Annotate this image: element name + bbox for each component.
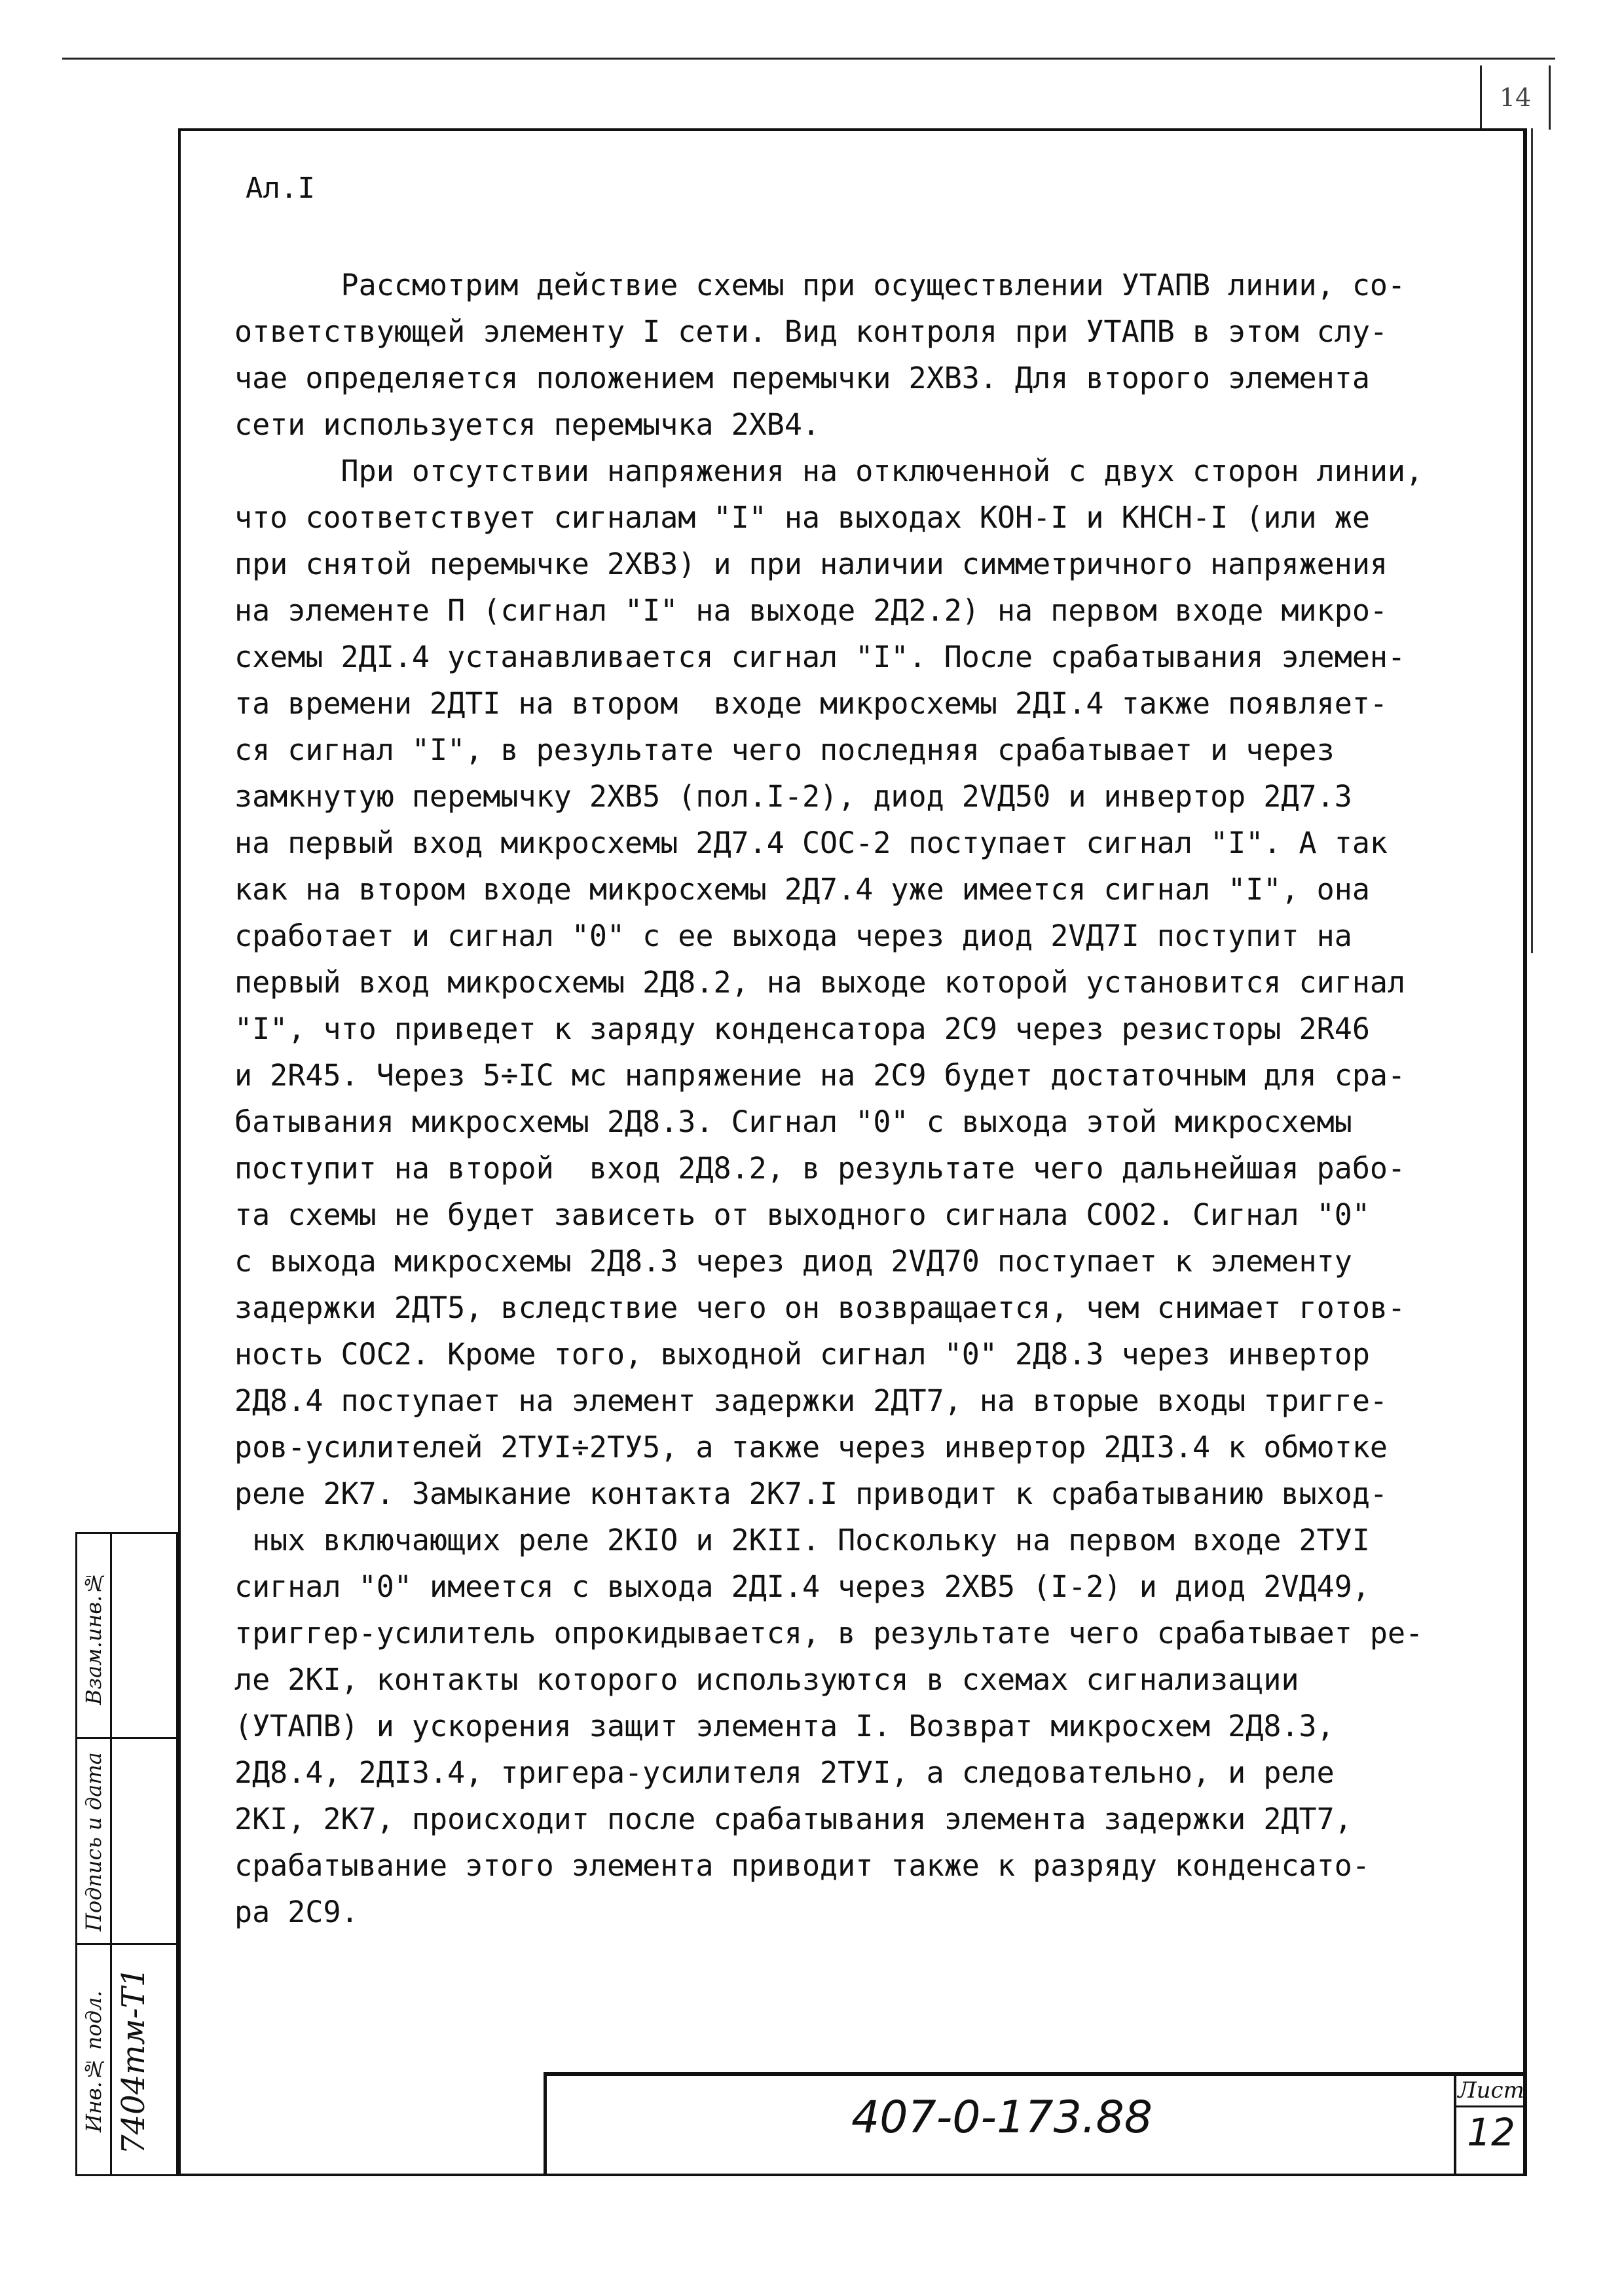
title-stamp <box>544 2072 1526 2176</box>
signature-date-label: Подпись и дата <box>81 1752 106 1931</box>
sheet-number: 12 <box>1467 2110 1515 2155</box>
body-text: Рассмотрим действие схемы при осуществлении УТАПВ линии, со- ответствующей элементу I сети. Вид контроля при УТАПВ в этом слу- чае определяется положением перемычки 2ХВ3. Для второго элемента сети используется перемычка 2ХВ4. При отсутствии напряжения на отключенной с двух сторон линии, что соответствует сигналам "I" на выходах КОН-I и КНСН-I (или же при снятой перемычке 2ХВ3) и при наличии симметричного напряжения на элементе П (сигнал "I" на выходе 2Д2.2) на первом входе микро- схемы 2ДI.4 устанавливается сигнал "I". После срабатывания элемен- та времени 2ДТI на втором входе микросхемы 2ДI.4 также появляет- ся сигнал "I", в результате чего последняя срабатывает и через замкнутую перемычку 2ХВ5 (пол.I-2), диод 2VД50 и инвертор 2Д7.3 на первый вход микросхемы 2Д7.4 СОС-2 поступает сигнал "I". А так как на втором входе микросхемы 2Д7.4 уже имеется сигнал "I", она сработает и сигнал "0" с ее выхода через диод 2VД7I поступит на первый вход микросхемы 2Д8.2, на выходе которой установится сигнал "I", что приведет к заряду конденсатора 2С9 через резисторы 2R46 и 2R45. Через 5÷IC мс напряжение на 2С9 будет достаточным для сра- батывания микросхемы 2Д8.3. Сигнал "0" с выхода этой микросхемы поступит на второй вход 2Д8.2, в результате чего дальнейшая рабо- та схемы не будет зависеть от выходного сигнала СОО2. Сигнал "0" с выхода микросхемы 2Д8.3 через диод 2VД70 поступает к элементу задержки 2ДТ5, вследствие чего он возвращается, чем снимает готов- ность СОС2. Кроме того, выходной сигнал "0" 2Д8.3 через инвертор 2Д8.4 поступает на элемент задержки 2ДТ7, на вторые входы тригге- ров-усилителей 2ТУI÷2ТУ5, а также через инвертор 2ДI3.4 к обмотке реле 2К7. Замыкание контакта 2К7.I приводит к срабатыванию выход- ных включающих реле 2КIО и 2КII. Поскольку на первом входе 2ТУI сигнал "0" имеется с выхода 2ДI.4 через 2ХВ5 (I-2) и диод 2VД49, триггер-усилитель опрокидывается, в результате чего срабатывает ре- ле 2КI, контакты которого используются в схемах сигнализации (УТАПВ) и ускорения защит элемента I. Возврат микросхем 2Д8.3, 2Д8.4, 2ДI3.4, тригера-усилителя 2ТУI, а следовательно, и реле 2КI, 2К7, происходит после срабатывания элемента задержки 2ДТ7, срабатывание этого элемента приводит также к разряду конденсато- ра 2С9. <box>234 268 1424 1929</box>
inventory-number: 7404тм-Т1 <box>115 1967 152 2155</box>
right-margin-line <box>1531 128 1533 953</box>
section-label: Ал.I <box>246 172 315 205</box>
original-inv-label: Инв.№ подл. <box>81 1990 106 2132</box>
sheet-label: Лист <box>1456 2076 1526 2107</box>
top-rule <box>62 58 1555 60</box>
corner-mark: 14 <box>1480 65 1551 130</box>
side-title-block <box>75 1532 178 2176</box>
replacement-inv-label: Взам.инв.№ <box>81 1570 106 1705</box>
sheet-cell <box>1454 2076 1526 2176</box>
document-number: 407-0-173.88 <box>851 2092 1153 2143</box>
